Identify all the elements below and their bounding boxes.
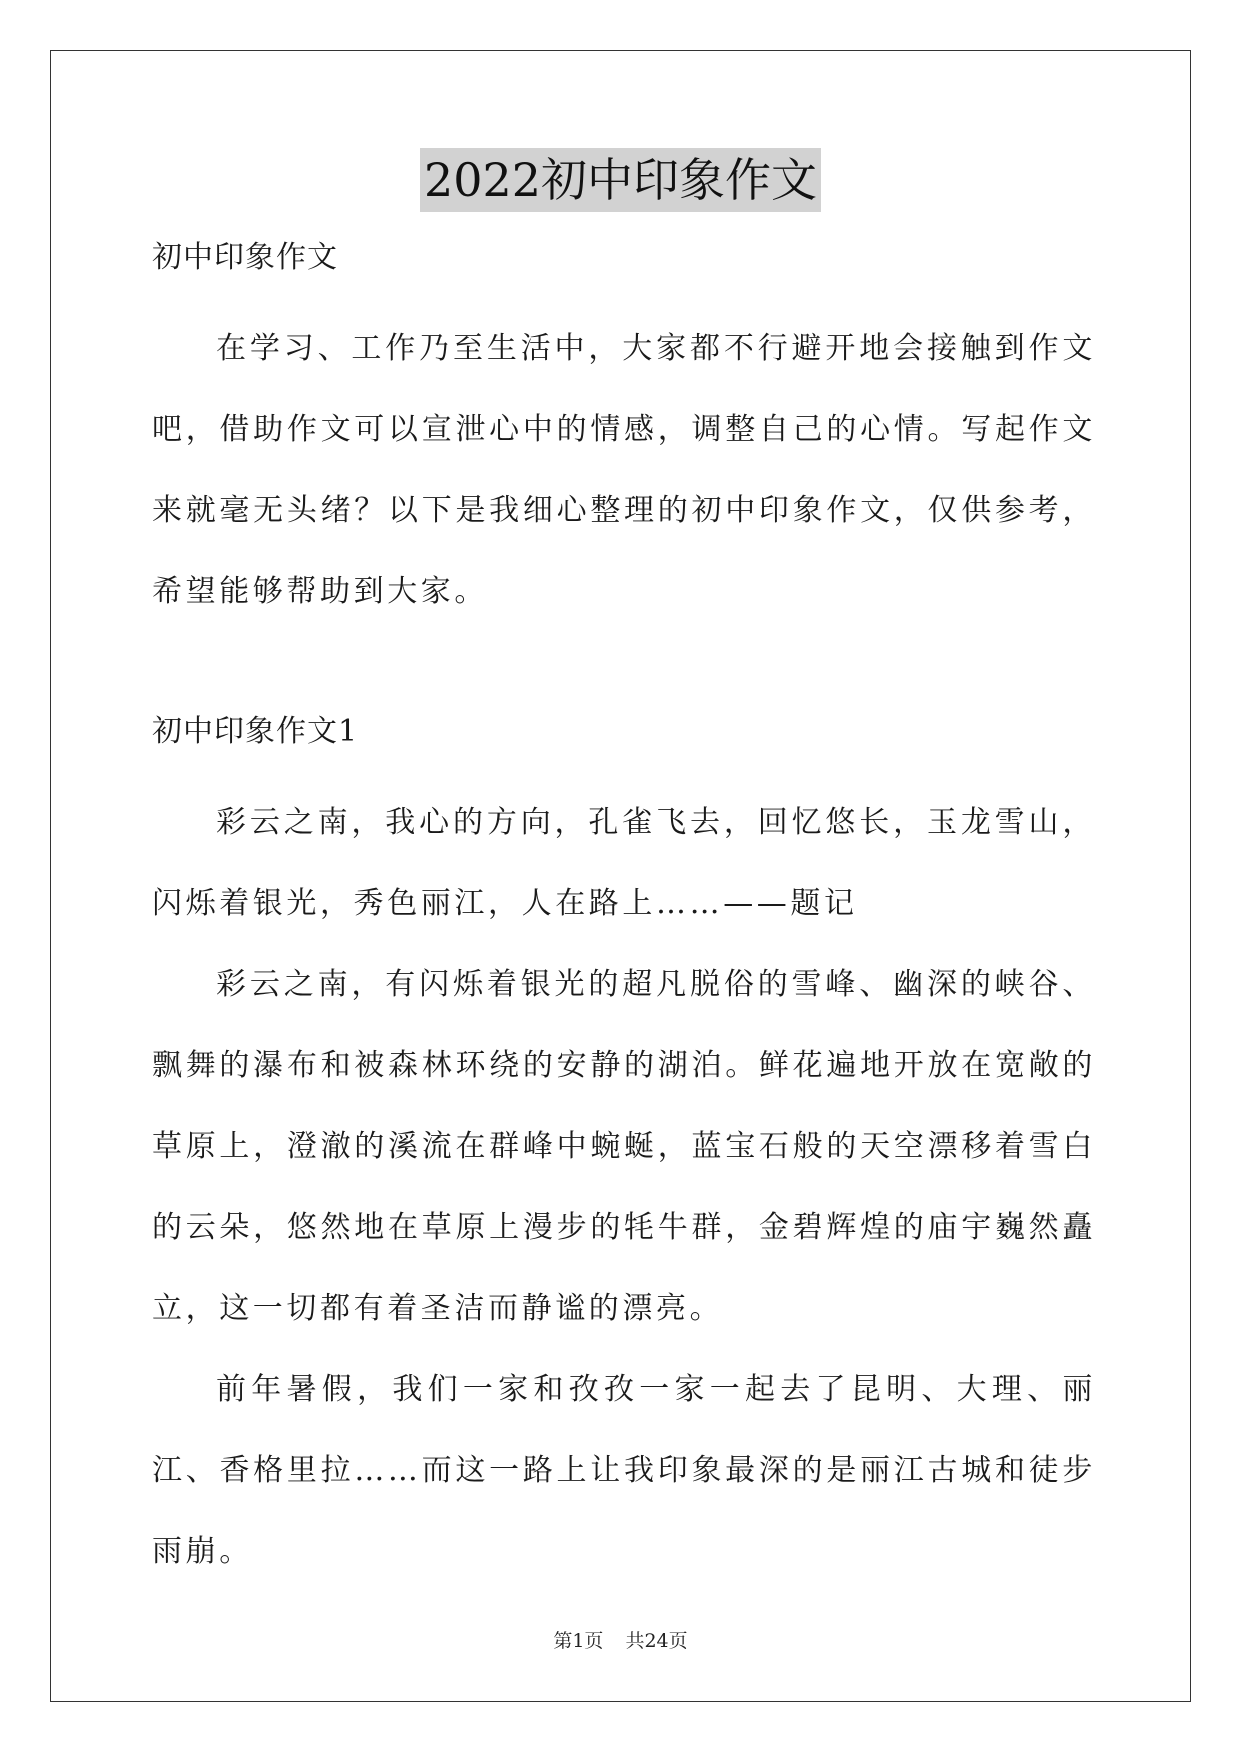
title-container (0, 148, 1241, 212)
document-body (152, 236, 1096, 1592)
document-title: 2022初中印象作文 (420, 148, 821, 212)
page-number: 第1页 (553, 1630, 604, 1652)
page-total: 共24页 (625, 1630, 688, 1652)
intro-paragraph: 在学习、工作乃至生活中，大家都不行避开地会接触到作文吧，借助作文可以宣泄心中的情感，调整自己的心情。写起作文来就毫无头绪？以下是我细心整理的初中印象作文，仅供参考，希望能够帮助到大家。 (152, 331, 1096, 609)
body-paragraph: 前年暑假，我们一家和孜孜一家一起去了昆明、大理、丽江、香格里拉……而这一路上让我印象最深的是丽江古城和徒步雨崩。 (152, 1372, 1096, 1569)
page-footer (0, 1626, 1241, 1653)
body-paragraph: 彩云之南，有闪烁着银光的超凡脱俗的雪峰、幽深的峡谷、飘舞的瀑布和被森林环绕的安静的湖泊。鲜花遍地开放在宽敞的草原上，澄澈的溪流在群峰中蜿蜒，蓝宝石般的天空漂移着雪白的云朵，悠然地在草原上漫步的牦牛群，金碧辉煌的庙宇巍然矗立，这一切都有着圣洁而静谧的漂亮。 (152, 967, 1096, 1326)
section-heading-intro: 初中印象作文 (152, 240, 338, 275)
body-paragraph: 彩云之南，我心的方向，孔雀飞去，回忆悠长，玉龙雪山，闪烁着银光，秀色丽江，人在路上……——题记 (152, 805, 1096, 921)
section-heading-1: 初中印象作文1 (152, 714, 359, 749)
